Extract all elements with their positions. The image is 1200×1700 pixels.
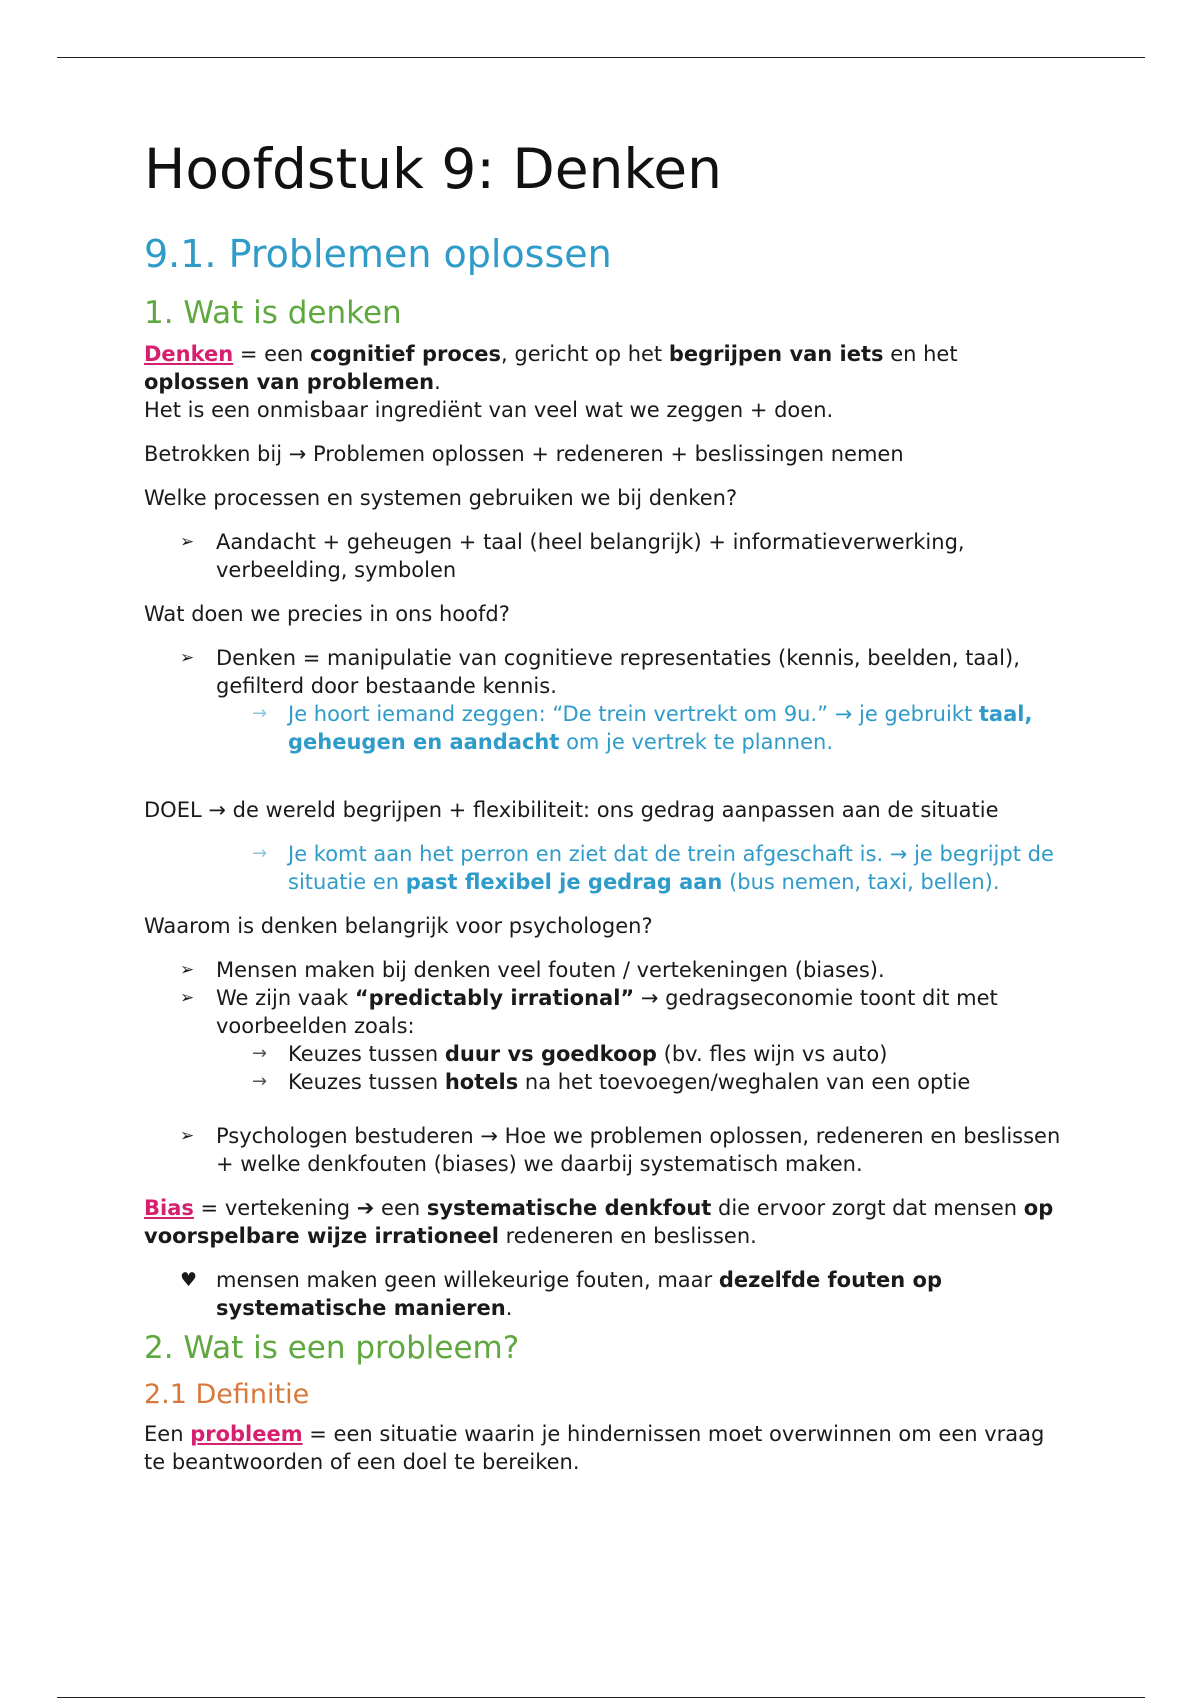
- example-bold: past flexibel je gedrag aan: [405, 870, 723, 895]
- bullet-list: [144, 1266, 1064, 1322]
- text: die ervoor zorgt dat mensen: [711, 1196, 1024, 1221]
- text: (bv. fles wijn vs auto): [656, 1042, 888, 1067]
- bold-text: cognitief proces: [310, 342, 502, 367]
- list-item-text: We zijn vaak: [216, 986, 355, 1011]
- arrow-bullet-icon: →: [252, 1043, 268, 1065]
- sub-list-item: [216, 1040, 1064, 1068]
- text: na het toevoegen/weghalen van een optie: [518, 1070, 971, 1095]
- text: een: [374, 1196, 427, 1221]
- list-item-text: mensen maken geen willekeurige fouten, maar: [216, 1268, 719, 1293]
- list-item: [144, 984, 1064, 1096]
- bullet-list: [144, 644, 1064, 756]
- text: Keuzes tussen: [288, 1042, 445, 1067]
- document-page: [144, 138, 1064, 1492]
- example-text: Je hoort iemand zeggen: “De trein vertrekt om 9u.” → je gebruikt: [288, 702, 979, 727]
- bold-text: duur vs goedkoop: [444, 1042, 657, 1067]
- paragraph-doel: DOEL → de wereld begrijpen + flexibiliteit: ons gedrag aanpassen aan de situatie: [144, 798, 999, 823]
- text: Keuzes tussen: [288, 1070, 445, 1095]
- bold-text: oplossen van problemen: [144, 370, 435, 395]
- arrow-bullet-icon: →: [252, 1071, 268, 1093]
- footer-rule: [57, 1697, 1145, 1698]
- bold-text: systematische denkfout: [426, 1196, 712, 1221]
- sub-list-item: [216, 1068, 1064, 1096]
- term-bias: Bias: [144, 1196, 194, 1221]
- definition-denken: [144, 340, 1064, 396]
- list-item-text: Mensen maken bij denken veel fouten / vertekeningen (biases).: [216, 958, 885, 983]
- bold-text: op voorspelbare wijze irrationeel: [144, 1196, 1054, 1249]
- paragraph-welke-processen: Welke processen en systemen gebruiken we bij denken?: [144, 486, 738, 511]
- definition-bias: [144, 1194, 1064, 1250]
- section-heading: 9.1. Problemen oplossen: [144, 232, 612, 277]
- example-text: (bus nemen, taxi, bellen).: [722, 870, 1000, 895]
- text: = een: [233, 342, 311, 367]
- term-probleem: probleem: [190, 1421, 303, 1446]
- example-item: [216, 840, 1064, 896]
- list-item-text: Psychologen bestuderen → Hoe we problemen oplossen, redeneren en beslissen + welke denkfouten (biases) we daarbij systematisch maken.: [216, 1124, 1061, 1177]
- example-text: om je vertrek te plannen.: [559, 730, 834, 755]
- paragraph-ingredient: Het is een onmisbaar ingrediënt van veel wat we zeggen + doen.: [144, 398, 834, 423]
- sub-list: [216, 1040, 1064, 1096]
- bullet-list: [144, 1122, 1064, 1178]
- text: = een situatie waarin je hindernissen moet overwinnen om een vraag te beantwoorden of een doel te bereiken.: [144, 1421, 1045, 1474]
- heart-bullet-icon: ♥: [180, 1269, 198, 1292]
- list-item: [144, 1122, 1064, 1178]
- arrowhead-bullet-icon: ➢: [180, 988, 195, 1009]
- definition-probleem: [144, 1420, 1064, 1476]
- list-item-text: Denken = manipulatie van cognitieve representaties (kennis, beelden, taal), gefilterd door bestaande kennis.: [216, 646, 1020, 699]
- paragraph-betrokken: Betrokken bij → Problemen oplossen + redeneren + beslissingen nemen: [144, 442, 904, 467]
- list-item-text: .: [505, 1296, 513, 1321]
- example-item: [216, 700, 1064, 756]
- example-bold: taal, geheugen en aandacht: [288, 702, 1033, 755]
- list-item: [144, 1266, 1064, 1322]
- subheading-wat-is-probleem: 2. Wat is een probleem?: [144, 1330, 520, 1367]
- text: en het: [883, 342, 958, 367]
- arrow-icon: ➔: [356, 1196, 375, 1221]
- arrow-bullet-icon: →: [252, 703, 268, 725]
- arrowhead-bullet-icon: ➢: [180, 532, 195, 553]
- list-item: [144, 644, 1064, 756]
- arrowhead-bullet-icon: ➢: [180, 1126, 195, 1147]
- bold-text: “predictably irrational”: [354, 986, 635, 1011]
- bullet-list: [144, 528, 1064, 584]
- sub-list: [216, 700, 1064, 756]
- subheading-definitie: 2.1 Definitie: [144, 1379, 310, 1411]
- list-item-text: Aandacht + geheugen + taal (heel belangrijk) + informatieverwerking, verbeelding, symbolen: [216, 530, 965, 583]
- bullet-list: [144, 956, 1064, 1096]
- term-denken: Denken: [144, 342, 234, 367]
- chapter-title: Hoofdstuk 9: Denken: [144, 137, 722, 201]
- text: = vertekening: [193, 1196, 357, 1221]
- example-list: [144, 840, 1064, 896]
- bold-text: begrijpen van iets: [668, 342, 884, 367]
- text: , gericht op het: [501, 342, 669, 367]
- bold-text: hotels: [444, 1070, 519, 1095]
- arrow-bullet-icon: →: [252, 843, 268, 865]
- example-text: Je komt aan het perron en ziet dat de trein afgeschaft is. → je begrijpt de situatie en: [288, 842, 1054, 895]
- arrowhead-bullet-icon: ➢: [180, 960, 195, 981]
- text: Een: [144, 1421, 191, 1446]
- bold-text: dezelfde fouten op systematische manieren: [216, 1268, 943, 1321]
- text: .: [434, 370, 441, 395]
- paragraph-wat-doen: Wat doen we precies in ons hoofd?: [144, 602, 510, 627]
- list-item: [144, 956, 1064, 984]
- text: redeneren en beslissen.: [498, 1224, 757, 1249]
- arrowhead-bullet-icon: ➢: [180, 648, 195, 669]
- header-rule: [57, 57, 1145, 58]
- subheading-wat-is-denken: 1. Wat is denken: [144, 294, 402, 331]
- list-item-text: → gedragseconomie toont dit met voorbeelden zoals:: [216, 986, 998, 1039]
- list-item: [144, 528, 1064, 584]
- paragraph-waarom: Waarom is denken belangrijk voor psychologen?: [144, 914, 653, 939]
- spacer: [144, 1112, 1064, 1122]
- spacer: [144, 772, 1064, 796]
